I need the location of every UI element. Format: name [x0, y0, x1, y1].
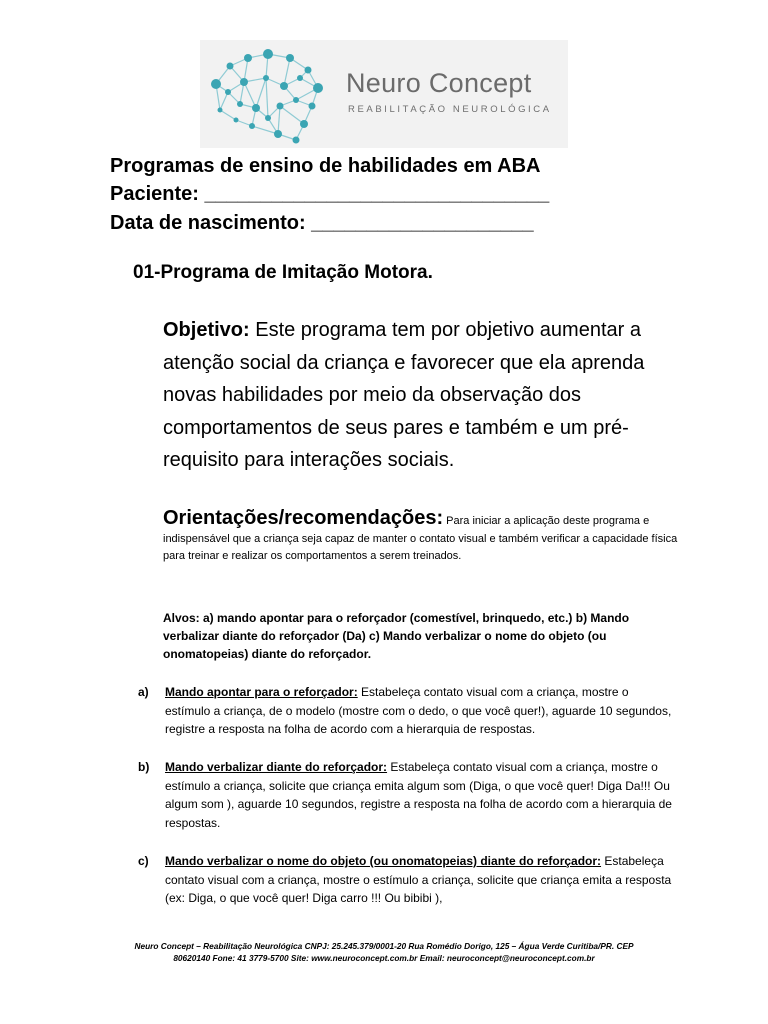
network-node [237, 101, 243, 107]
network-edge [256, 78, 266, 108]
network-node [234, 118, 239, 123]
network-node [252, 104, 260, 112]
network-node [263, 75, 269, 81]
list-item-title: Mando verbalizar diante do reforçador: [165, 760, 388, 774]
program-title: 01-Programa de Imitação Motora. [133, 262, 433, 283]
targets-paragraph: Alvos: a) mando apontar para o reforçador (comestível, brinquedo, etc.) b) Mando verbalizar diante do reforçador (Da) c) Mando verbalizar o nome do objeto (ou onomatopeias) diante do reforçador. [163, 611, 630, 661]
network-node [293, 137, 300, 144]
guidelines-paragraph [163, 508, 683, 566]
footer-line-1: Neuro Concept – Reabilitação Neurológica CNPJ: 25.245.379/0001-20 Rua Romédio Dorigo, 125 – Água Verde Curitiba/PR. CEP [134, 941, 634, 951]
list-item-label: a) [138, 685, 149, 699]
network-node [297, 75, 303, 81]
network-node [309, 103, 316, 110]
network-edge [284, 58, 290, 86]
network-edge [266, 78, 268, 118]
network-node [240, 78, 248, 86]
list-item-label: c) [138, 854, 149, 868]
birth-date-field: Data de nascimento: ____________________ [110, 212, 534, 234]
patient-field: Paciente: _______________________________ [110, 183, 550, 205]
guidelines-text: Para iniciar a aplicação deste programa e indispensável que a criança seja capaz de manter o contato visual e também verificar a capacidade física para treinar e realizar os comportamentos a serem treinados. [163, 515, 678, 562]
network-node [211, 79, 221, 89]
list-item-title: Mando apontar para o reforçador: [165, 685, 358, 699]
network-node [313, 83, 323, 93]
network-node [305, 67, 312, 74]
network-node [265, 115, 271, 121]
list-item-text: Estabeleça contato visual com a criança, mostre o estímulo a criança, de o modelo (mostre com o dedo, o que você quer!), aguarde 10 segundos, registre a resposta na folha de acordo com a hierarquia de respostas. [165, 685, 672, 737]
list-item-text: Estabeleça contato visual com a criança, mostre o estímulo a criança, solicite que criança emita algum som (Diga, o que você quer! Diga Da!!! Ou algum som ), aguarde 10 segundos, registre a resposta na folha de acordo com a hierarquia de respostas. [165, 760, 672, 830]
list-item-text: Estabeleça contato visual com a criança, mostre o estímulo a criança, solicite que criança emita a resposta (ex: Diga, o que você quer! Diga carro !!! Ou bibibi ), [165, 854, 672, 906]
footer-line-2: 80620140 Fone: 41 3779-5700 Site: www.neuroconcept.com.br Email: neuroconcept@neuroconcept.com.br [173, 952, 595, 963]
network-node [274, 130, 282, 138]
network-node [277, 103, 284, 110]
network-node [300, 120, 308, 128]
network-node [263, 49, 273, 59]
network-node [218, 108, 223, 113]
network-edge [278, 106, 280, 134]
network-edge [280, 106, 304, 124]
network-edge [220, 110, 236, 120]
network-node [249, 123, 255, 129]
list-item-title: Mando verbalizar o nome do objeto (ou onomatopeias) diante do reforçador: [165, 854, 602, 868]
footer [100, 941, 668, 964]
network-node [227, 63, 234, 70]
document-title: Programas de ensino de habilidades em ABA [110, 155, 541, 177]
objective-text: Este programa tem por objetivo aumentar a atenção social da criança e favorecer que ela aprenda novas habilidades por meio da observação dos comportamentos de seus pares e também e um pré-requisito para interações sociais. [163, 319, 645, 471]
network-node [225, 89, 231, 95]
objective-paragraph [163, 314, 683, 477]
network-node [244, 54, 252, 62]
brand-name: Neuro Concept [346, 68, 532, 98]
brand-tagline: REABILITAÇÃO NEUROLÓGICA [348, 104, 552, 115]
list-item-label: b) [138, 760, 150, 774]
network-edge [244, 82, 256, 108]
logo [200, 40, 568, 148]
brain-network-icon [200, 40, 350, 148]
guidelines-label: Orientações/recomendações: [163, 507, 444, 529]
objective-label: Objetivo: [163, 319, 250, 341]
network-node [293, 97, 299, 103]
network-node [286, 54, 294, 62]
network-node [280, 82, 288, 90]
